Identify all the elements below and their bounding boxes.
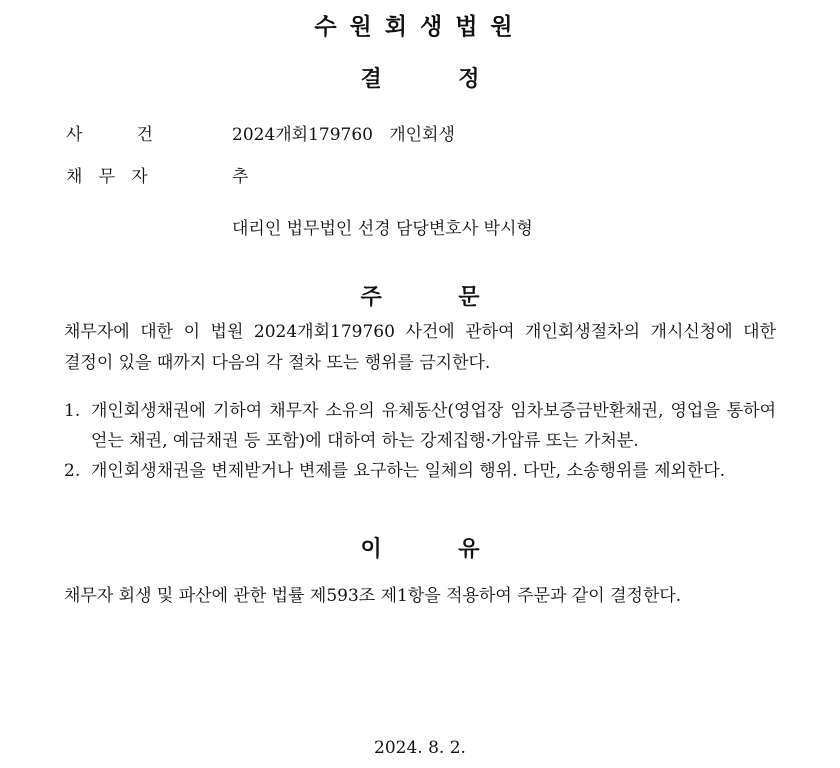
debtor-label: 채 무 자 [66,167,148,187]
order-intro: 채무자에 대한 이 법원 2024개회179760 사건에 관하여 개인회생절차의 개시신청에 대한 결정이 있을 때까지 다음의 각 절차 또는 행위를 금지한다. [64,322,776,373]
order-items [64,396,776,486]
representative: 대리인 법무법인 선경 담당변호사 박시형 [232,219,533,239]
debtor-name: 추 [232,167,249,187]
court-name: 수원회생법원 [314,14,526,40]
case-number: 2024개회179760 개인회생 [232,125,455,145]
order-item-number: 2. [64,461,81,481]
document-title: 결 정 [360,67,480,92]
order-item-number: 1. [64,401,81,421]
reason-heading: 이 유 [360,537,480,562]
reason-text: 채무자 회생 및 파산에 관한 법률 제593조 제1항을 적용하여 주문과 같이 결정한다. [64,586,682,606]
order-item [64,396,776,456]
order-item-text: 개인회생채권에 기하여 채무자 소유의 유체동산(영업장 임차보증금반환채권, 영업을 통하여 얻는 채권, 예금채권 등 포함)에 대하여 하는 강제집행·가압류 또는 가처분. [91,401,776,451]
order-item-text: 개인회생채권을 변제받거나 변제를 요구하는 일체의 행위. 다만, 소송행위를 제외한다. [91,461,726,481]
decision-date: 2024. 8. 2. [374,738,466,758]
order-item [64,456,776,486]
order-heading: 주 문 [360,285,480,310]
case-label: 사 건 [66,125,153,145]
